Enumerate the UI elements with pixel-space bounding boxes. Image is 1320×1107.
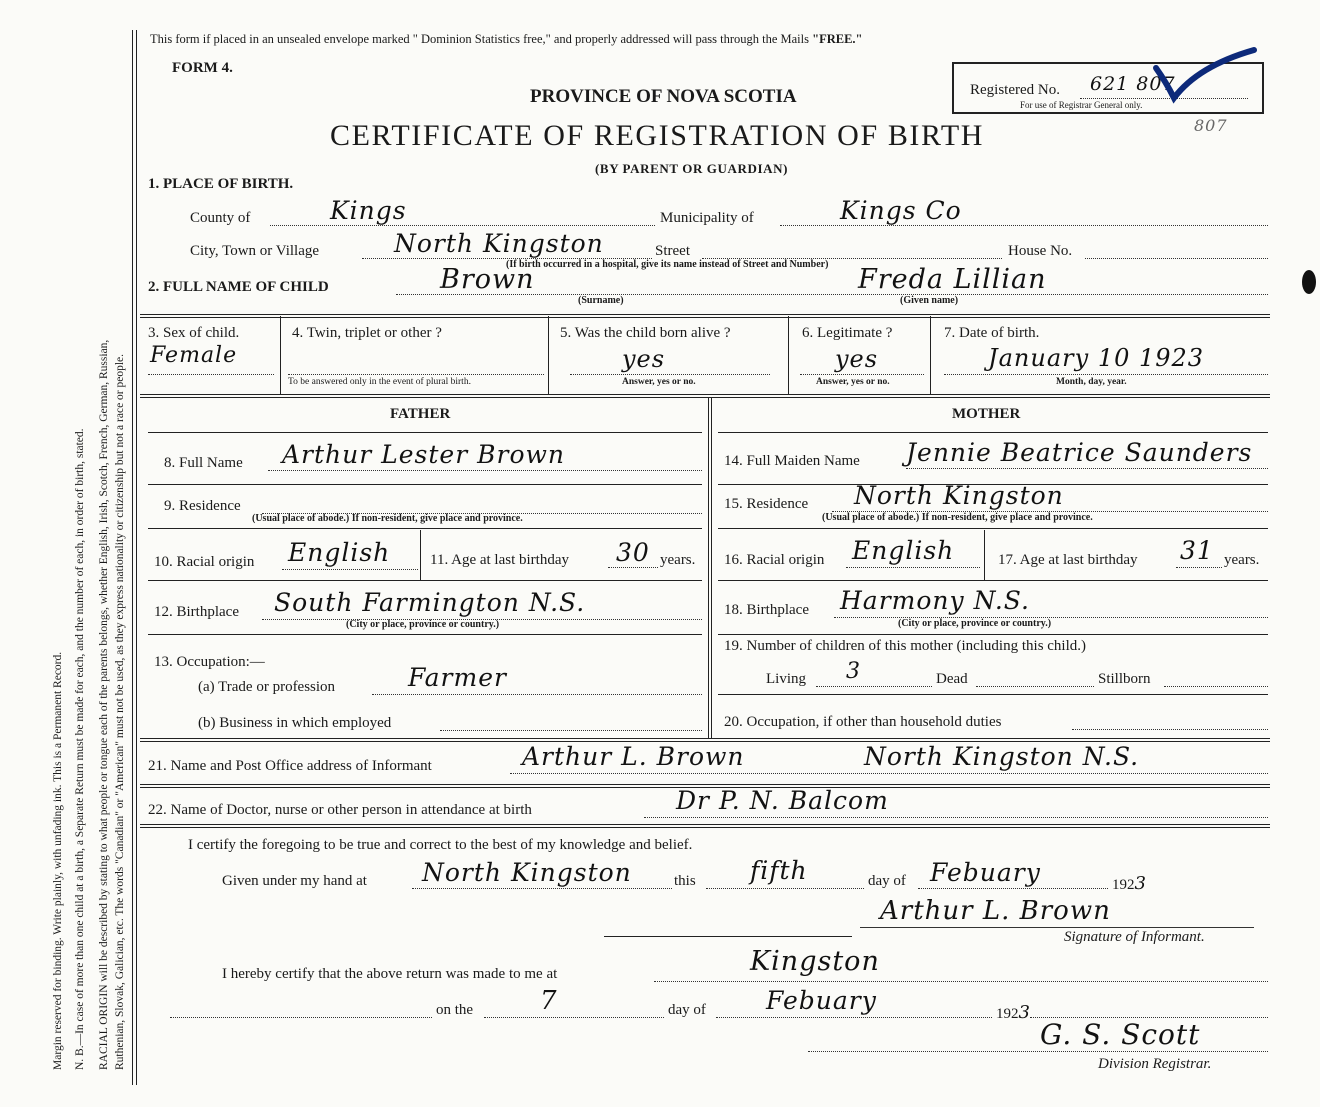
margin-note-2: N. B.—In case of more than one child at a birth, a Separate Return must be made for each, and the number of each, in order of birth, stated.	[74, 428, 86, 1070]
certify-year-digit: 3	[1134, 873, 1146, 894]
father-heading: FATHER	[390, 406, 451, 422]
given-place: North Kingston	[422, 858, 632, 887]
mother-birthplace: Harmony N.S.	[840, 586, 1030, 615]
registered-number: 621 807	[1090, 73, 1176, 95]
mail-notice: This form if placed in an unsealed envelope marked " Dominion Statistics free," and properly addressed will pass through the Mails "FREE."	[150, 32, 863, 46]
mother-residence-note: (Usual place of abode.) If non-resident, give place and province.	[822, 512, 1093, 523]
check-mark-icon	[1150, 46, 1260, 106]
doctor-label: 22. Name of Doctor, nurse or other person in attendance at birth	[148, 802, 532, 818]
mother-residence: North Kingston	[854, 481, 1064, 510]
house-label: House No.	[1008, 243, 1073, 259]
children-label: 19. Number of children of this mother (including this child.)	[724, 638, 1087, 654]
mother-occupation-label: 20. Occupation, if other than household duties	[724, 714, 1002, 730]
legitimate-value: yes	[835, 345, 879, 373]
informant-name: Arthur L. Brown	[522, 742, 745, 771]
mother-heading: MOTHER	[952, 406, 1021, 422]
father-birthplace: South Farmington N.S.	[274, 588, 586, 617]
informant-address: North Kingston N.S.	[864, 742, 1140, 771]
place-heading: 1. PLACE OF BIRTH.	[148, 176, 294, 192]
registrar-day-of-label: day of	[668, 1002, 706, 1018]
mother-years-label: years.	[1224, 552, 1260, 568]
occupation-label: 13. Occupation:—	[154, 654, 265, 670]
legitimate-note: Answer, yes or no.	[816, 377, 890, 387]
twin-note: To be answered only in the event of plural birth.	[288, 377, 471, 387]
informant-label: 21. Name and Post Office address of Informant	[148, 758, 432, 774]
dead-label: Dead	[936, 671, 968, 687]
mother-age-label: 17. Age at last birthday	[998, 552, 1138, 568]
alive-value: yes	[622, 345, 666, 373]
doctor-value: Dr P. N. Balcom	[676, 786, 889, 815]
binding-line	[132, 30, 133, 1085]
registered-note: For use of Registrar General only.	[1020, 100, 1143, 110]
father-name-label: 8. Full Name	[164, 455, 243, 471]
given-under-label: Given under my hand at	[222, 873, 367, 889]
certify-day-of-label: day of	[868, 873, 906, 889]
father-birthplace-note: (City or place, province or country.)	[346, 619, 500, 630]
living-label: Living	[766, 671, 806, 687]
mother-racial-label: 16. Racial origin	[724, 552, 825, 568]
street-note: (If birth occurred in a hospital, give its name instead of Street and Number)	[506, 259, 829, 270]
municipality-value: Kings Co	[840, 196, 962, 225]
margin-note-4: Ruthenian, Slovak, Galician, etc. The words "Canadian" or "American" must not be used, as they express nationality or citizenship but not a race or people.	[114, 353, 126, 1070]
province-heading: PROVINCE OF NOVA SCOTIA	[530, 86, 797, 107]
mother-birthplace-note: (City or place, province or country.)	[898, 618, 1052, 629]
father-name: Arthur Lester Brown	[282, 440, 565, 469]
county-value: Kings	[330, 196, 407, 225]
father-residence-label: 9. Residence	[164, 498, 241, 514]
alive-note: Answer, yes or no.	[622, 377, 696, 387]
mother-age: 31	[1180, 536, 1214, 565]
street-label: Street	[655, 243, 690, 259]
page-subtitle: (BY PARENT OR GUARDIAN)	[595, 161, 789, 176]
dob-value: January 10 1923	[988, 344, 1205, 372]
dob-label: 7. Date of birth.	[944, 325, 1040, 341]
certify-year	[1112, 873, 1146, 894]
on-the-label: on the	[436, 1002, 474, 1018]
living-value: 3	[846, 659, 861, 684]
certify-day: fifth	[750, 856, 808, 885]
sex-label: 3. Sex of child.	[148, 325, 240, 341]
certify-month: Febuary	[930, 858, 1041, 887]
registrar-day: 7	[540, 986, 558, 1016]
mother-name: Jennie Beatrice Saunders	[906, 438, 1253, 467]
registrar-signature: G. S. Scott	[1040, 1018, 1201, 1051]
city-label: City, Town or Village	[190, 243, 320, 259]
child-surname: Brown	[440, 264, 535, 295]
father-racial-label: 10. Racial origin	[154, 554, 255, 570]
signature-caption: Signature of Informant.	[1064, 929, 1205, 945]
registrar-caption: Division Registrar.	[1098, 1056, 1212, 1072]
father-birthplace-label: 12. Birthplace	[154, 604, 239, 620]
given-name-caption: (Given name)	[900, 295, 959, 306]
certify-year-prefix: 192	[1112, 877, 1135, 893]
informant-signature: Arthur L. Brown	[880, 896, 1111, 926]
form-number: FORM 4.	[172, 60, 233, 76]
this-label: this	[674, 873, 696, 889]
father-age: 30	[616, 538, 650, 567]
child-name-label: 2. FULL NAME OF CHILD	[148, 279, 329, 295]
twin-label: 4. Twin, triplet or other ?	[292, 325, 442, 341]
child-given-name: Freda Lillian	[858, 264, 1047, 295]
registrar-place: Kingston	[750, 946, 880, 977]
sex-value: Female	[150, 343, 238, 368]
trade-value: Farmer	[408, 663, 507, 692]
binding-line-2	[136, 30, 137, 1085]
page-title: CERTIFICATE OF REGISTRATION OF BIRTH	[330, 119, 985, 152]
father-age-label: 11. Age at last birthday	[430, 552, 569, 568]
registrar-year	[996, 1002, 1030, 1023]
father-years-label: years.	[660, 552, 696, 568]
alive-label: 5. Was the child born alive ?	[560, 325, 731, 341]
registrar-year-prefix: 192	[996, 1006, 1019, 1022]
mother-residence-label: 15. Residence	[724, 496, 809, 512]
margin-note-1: Margin reserved for binding. Write plainly, with unfading ink. This is a Permanent Record.	[52, 651, 64, 1070]
surname-caption: (Surname)	[578, 295, 624, 306]
punch-hole	[1302, 270, 1316, 294]
business-label: (b) Business in which employed	[198, 715, 392, 731]
registrar-statement: I hereby certify that the above return was made to me at	[222, 966, 558, 982]
registrar-year-digit: 3	[1018, 1002, 1030, 1023]
mother-birthplace-label: 18. Birthplace	[724, 602, 809, 618]
registered-margin-scrawl: 807	[1194, 116, 1228, 135]
trade-label: (a) Trade or profession	[198, 679, 336, 695]
legitimate-label: 6. Legitimate ?	[802, 325, 893, 341]
county-label: County of	[190, 210, 251, 226]
registered-label: Registered No.	[970, 82, 1060, 98]
city-value: North Kingston	[394, 229, 604, 258]
mother-racial: English	[852, 536, 955, 565]
mother-name-label: 14. Full Maiden Name	[724, 453, 860, 469]
stillborn-label: Stillborn	[1098, 671, 1151, 687]
margin-note-3: RACIAL ORIGIN will be described by stating to what people or tongue each of the parents belongs, whether English, Irish, Scotch, French, German, Russian,	[98, 339, 110, 1070]
father-residence-note: (Usual place of abode.) If non-resident, give place and province.	[252, 513, 523, 524]
father-racial: English	[288, 538, 391, 567]
certify-statement: I certify the foregoing to be true and correct to the best of my knowledge and belief.	[188, 837, 693, 853]
registrar-month: Febuary	[766, 986, 877, 1015]
municipality-label: Municipality of	[660, 210, 754, 226]
dob-note: Month, day, year.	[1056, 377, 1127, 387]
